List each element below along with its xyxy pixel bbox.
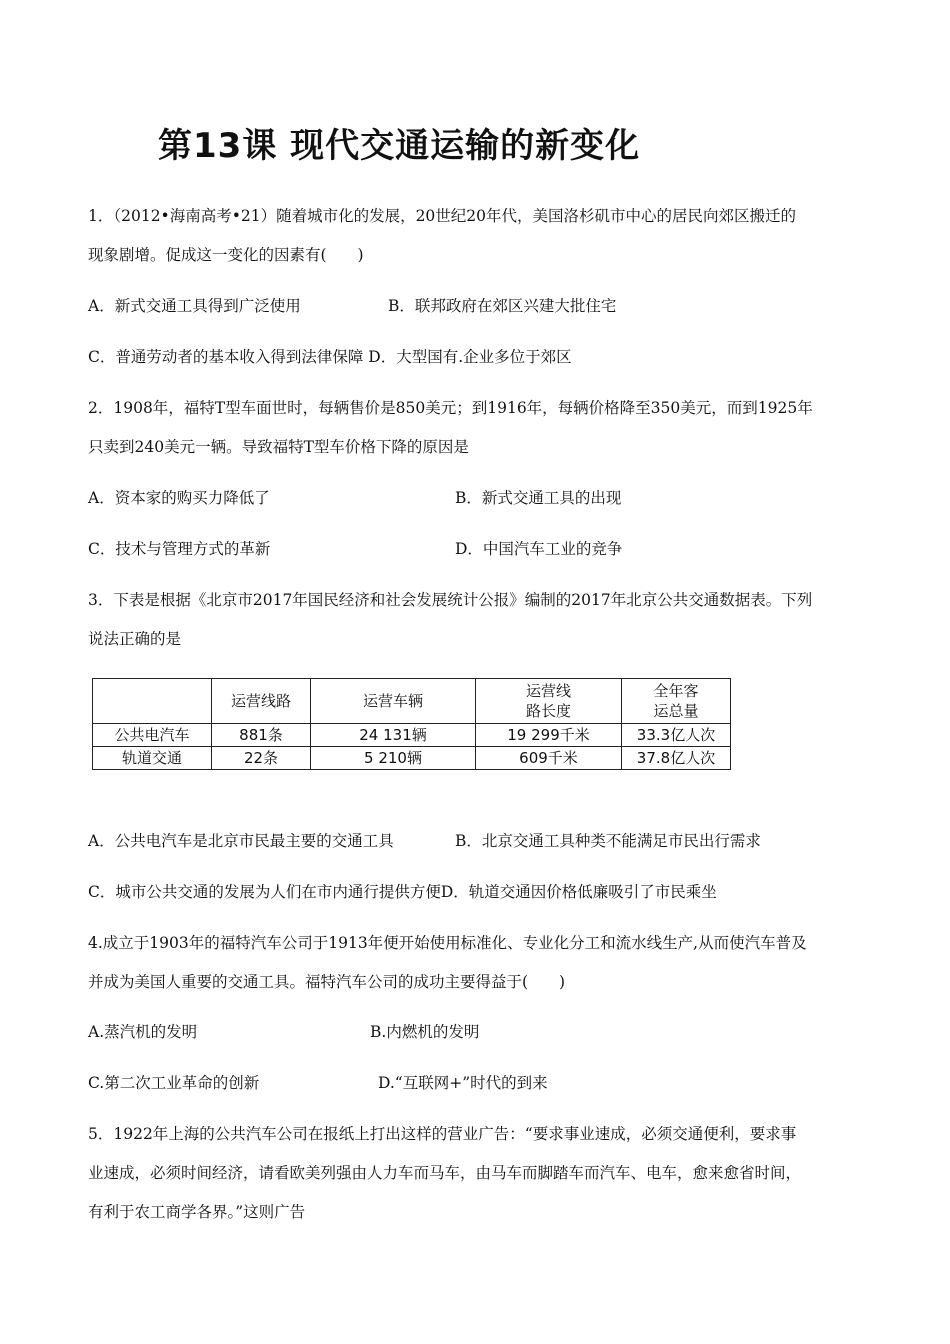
q2-option-a: A．资本家的购买力降低了 <box>88 489 270 507</box>
q5-stem-line1: 5．1922年上海的公共汽车公司在报纸上打出这样的营业广告：“要求事业速成，必须交通便利，要求事 <box>88 1125 797 1143</box>
q4-option-b: B.内燃机的发明 <box>370 1023 480 1041</box>
q2-option-b: B．新式交通工具的出现 <box>455 489 622 507</box>
table-cell: 609千米 <box>476 747 622 770</box>
q4-stem-line2: 并成为美国人重要的交通工具。福特汽车公司的成功主要得益于( ) <box>88 973 566 991</box>
q4-option-d: D.“互联网+”时代的到来 <box>378 1074 548 1092</box>
table-header-cell: 运营车辆 <box>311 679 476 724</box>
q3-option-b: B．北京交通工具种类不能满足市民出行需求 <box>455 832 761 850</box>
table-cell: 轨道交通 <box>93 747 212 770</box>
q3-stem-line1: 3．下表是根据《北京市2017年国民经济和社会发展统计公报》编制的2017年北京公共交通数据表。下列 <box>88 591 813 609</box>
q4-stem-line1: 4.成立于1903年的福特汽车公司于1913年便开始使用标准化、专业化分工和流水线生产,从而使汽车普及 <box>88 934 807 952</box>
table-row <box>93 747 731 770</box>
q1-option-cd: C．普通劳动者的基本收入得到法律保障 D．大型国有.企业多位于郊区 <box>88 348 572 366</box>
table-cell: 37.8亿人次 <box>622 747 731 770</box>
page-title: 第13课 现代交通运输的新变化 <box>158 126 641 166</box>
table-header-row <box>93 679 731 724</box>
q2-option-d: D．中国汽车工业的竞争 <box>455 540 623 558</box>
q5-stem-line2: 业速成，必须时间经济，请看欧美列强由人力车而马车，由马车而脚踏车而汽车、电车，愈来愈省时间， <box>88 1164 802 1182</box>
table-cell: 公共电汽车 <box>93 724 212 747</box>
table-cell: 24 131辆 <box>311 724 476 747</box>
q3-stem-line2: 说法正确的是 <box>88 630 182 648</box>
transport-data-table <box>92 678 731 770</box>
table-header-cell: 运营线 路长度 <box>476 679 622 724</box>
q3-option-cd: C．城市公共交通的发展为人们在市内通行提供方便D．轨道交通因价格低廉吸引了市民乘坐 <box>88 883 717 901</box>
q1-option-b: B．联邦政府在郊区兴建大批住宅 <box>388 297 617 315</box>
table-cell: 881条 <box>212 724 311 747</box>
table-cell: 22条 <box>212 747 311 770</box>
q2-stem-line1: 2．1908年，福特T型车面世时，每辆售价是850美元；到1916年，每辆价格降至350美元，而到1925年 <box>88 399 813 417</box>
q1-stem-line1: 1．（2012•海南高考•21）随着城市化的发展，20世纪20年代，美国洛杉矶市中心的居民向郊区搬迁的 <box>88 207 797 225</box>
table-cell: 5 210辆 <box>311 747 476 770</box>
table-cell: 19 299千米 <box>476 724 622 747</box>
q2-option-c: C．技术与管理方式的革新 <box>88 540 271 558</box>
table-row <box>93 724 731 747</box>
q3-option-a: A．公共电汽车是北京市民最主要的交通工具 <box>88 832 394 850</box>
q2-stem-line2: 只卖到240美元一辆。导致福特T型车价格下降的原因是 <box>88 438 469 456</box>
table-header-cell <box>93 679 212 724</box>
table-header-cell: 全年客 运总量 <box>622 679 731 724</box>
table-cell: 33.3亿人次 <box>622 724 731 747</box>
q5-stem-line3: 有利于农工商学各界。”这则广告 <box>88 1203 306 1221</box>
q1-stem-line2: 现象剧增。促成这一变化的因素有( ) <box>88 246 364 264</box>
q4-option-a: A.蒸汽机的发明 <box>88 1023 198 1041</box>
q1-option-a: A．新式交通工具得到广泛使用 <box>88 297 301 315</box>
table-header-cell: 运营线路 <box>212 679 311 724</box>
q4-option-c: C.第二次工业革命的创新 <box>88 1074 260 1092</box>
